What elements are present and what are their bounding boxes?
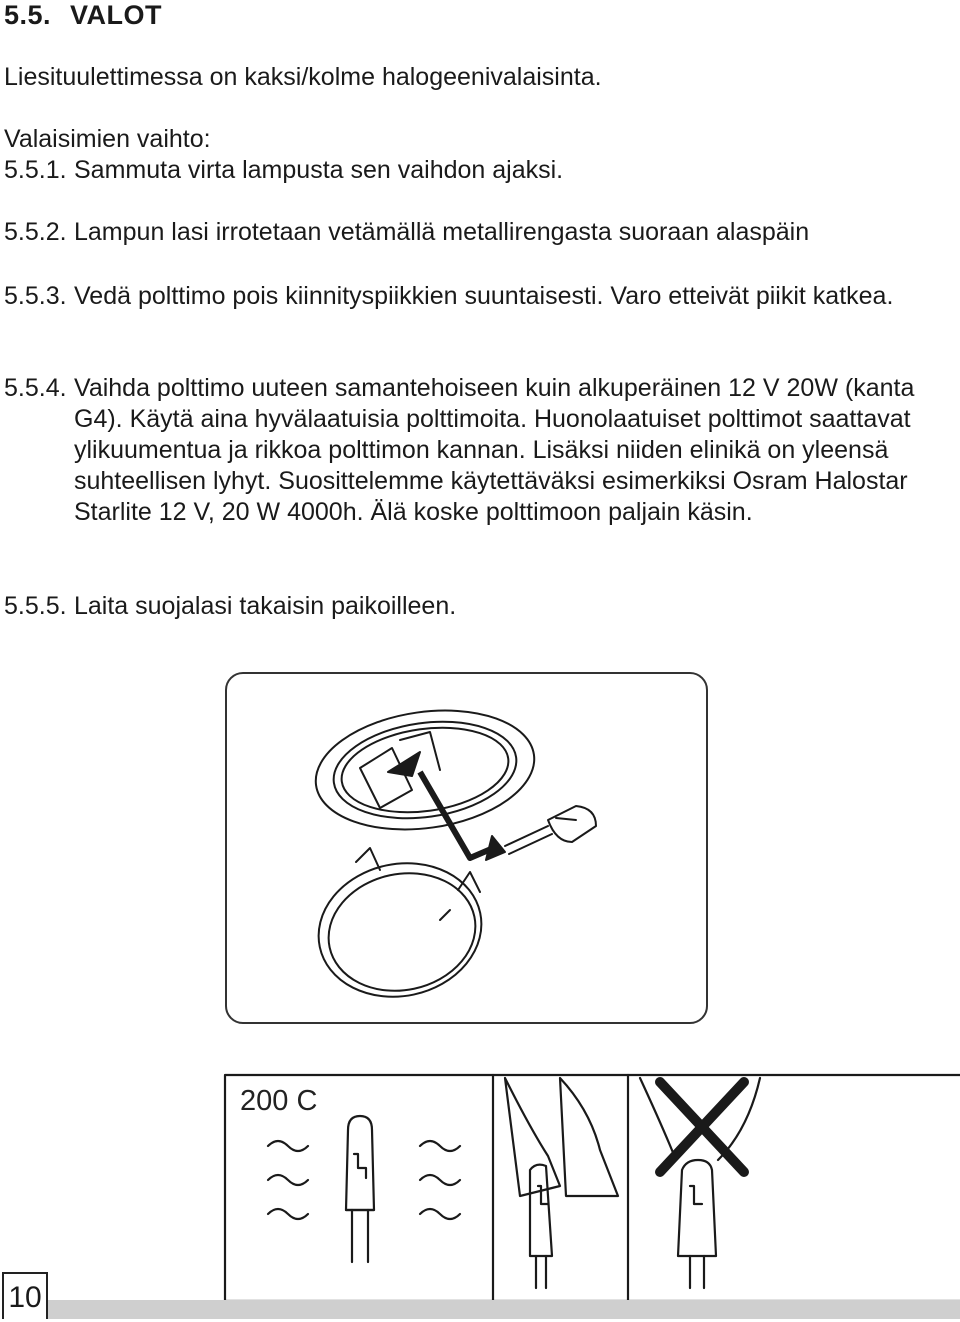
footer-bar xyxy=(48,1300,960,1319)
step-text: Vaihda polttimo uuteen samantehoiseen kuin alkuperäinen 12 V 20W (kanta G4). Käytä aina hyvälaatuisia polttimoita. Huonolaatuiset polttimot saattavat ylikuumentua ja rikkoa polttimon kannan. Lisäksi niiden elinikä on yleensä suhteellisen lyhyt. Suosittelemme käytettäväksi esimerkiksi Osram Halostar Starlite 12 V, 20 W 4000h. Älä koske polttimoon paljain käsin. xyxy=(74,374,915,526)
step-text: Vedä polttimo pois kiinnityspiikkien suuntaisesti. Varo etteivät piikit katkea. xyxy=(74,282,894,310)
intro-text: Liesituulettimessa on kaksi/kolme halogeenivalaisinta. xyxy=(4,63,602,91)
warning-figure-frame xyxy=(225,1075,960,1301)
step-number: 5.5.3. xyxy=(4,282,67,310)
section-title: VALOT xyxy=(70,0,162,30)
step-text: Sammuta virta lampusta sen vaihdon ajaksi. xyxy=(74,156,564,184)
step-number: 5.5.1. xyxy=(4,156,67,184)
cloth-handling-panel xyxy=(505,1078,618,1288)
hot-bulb-panel xyxy=(268,1116,460,1262)
step-text: Laita suojalasi takaisin paikoilleen. xyxy=(74,592,457,620)
step-text: Lampun lasi irrotetaan vetämällä metallirengasta suoraan alaspäin xyxy=(74,218,810,246)
step-number: 5.5.2. xyxy=(4,218,67,246)
step-number: 5.5.5. xyxy=(4,592,67,620)
bare-fingers-panel xyxy=(640,1078,760,1288)
temperature-label: 200 C xyxy=(240,1085,318,1117)
step-number: 5.5.4. xyxy=(4,374,67,402)
section-number: 5.5. xyxy=(4,0,52,30)
page-number: 10 xyxy=(2,1272,48,1319)
subheading: Valaisimien vaihto: xyxy=(4,125,211,153)
